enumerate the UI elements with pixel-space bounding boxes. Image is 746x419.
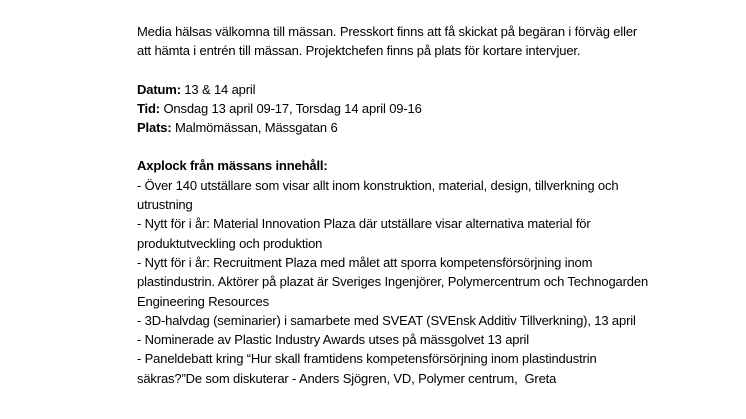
highlights-list (137, 176, 653, 388)
list-item: - 3D-halvdag (seminarier) i samarbete med SVEAT (SVEnsk Additiv Tillverkning), 13 april (137, 312, 636, 328)
detail-value-plats: Malmömässan, Mässgatan 6 (171, 120, 338, 136)
list-item: - Nominerade av Plastic Industry Awards utses på mässgolvet 13 april (137, 332, 530, 348)
detail-line-tid (137, 99, 653, 118)
list-item: - Nytt för i år: Recruitment Plaza med målet att sporra kompetensförsörjning inom plastindustrin. Aktörer på plazat är Sveriges Ingenjörer, Polymercentrum och Technogarden Engineering Resources (137, 254, 652, 309)
list-item: - Över 140 utställare som visar allt inom konstruktion, material, design, tillverkning och utrustning (137, 177, 622, 213)
intro-paragraph: Media hälsas välkomna till mässan. Presskort finns att få skickat på begäran i förväg eller att hämta i entrén till mässan. Projektchefen finns på plats för kortare intervjuer. (137, 24, 641, 59)
detail-label-datum: Datum: (137, 81, 181, 97)
detail-label-tid: Tid: (137, 100, 160, 116)
detail-line-datum (137, 80, 653, 99)
detail-line-plats (137, 118, 653, 137)
list-item: - Paneldebatt kring “Hur skall framtidens kompetensförsörjning inom plastindustrin säkras?”De som diskuterar - Anders Sjögren, VD, Polymer centrum, Greta (137, 351, 600, 386)
detail-value-tid: Onsdag 13 april 09-17, Torsdag 14 april 09-16 (160, 100, 422, 116)
list-heading: Axplock från mässans innehåll: (137, 158, 328, 174)
document-content (137, 22, 653, 388)
event-details (137, 80, 653, 138)
detail-value-datum: 13 & 14 april (180, 81, 256, 97)
detail-label-plats: Plats: (137, 120, 172, 136)
list-item: - Nytt för i år: Material Innovation Plaza där utställare visar alternativa material för produktutveckling och produktion (137, 216, 595, 251)
